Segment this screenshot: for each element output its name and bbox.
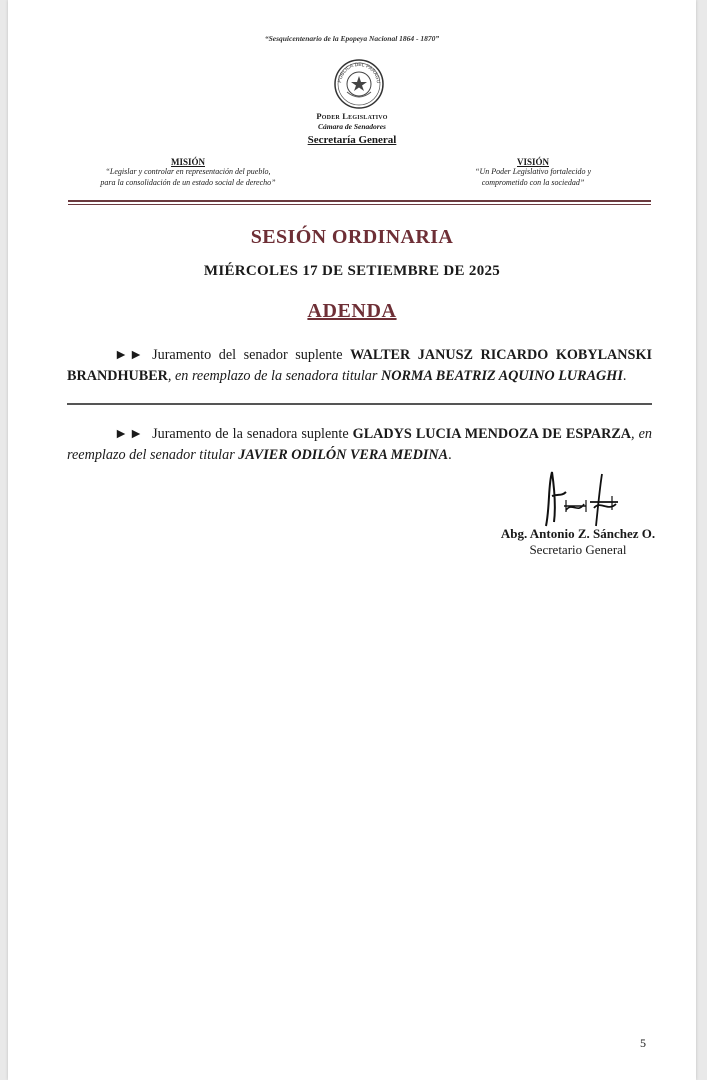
seal-icon <box>333 58 385 110</box>
section-title: ADENDA <box>307 300 397 322</box>
mision-line-2: para la consolidación de un estado social de derecho” <box>100 177 276 187</box>
mision-block <box>68 157 308 188</box>
agenda-item <box>67 424 652 466</box>
mision-line-1: “Legislar y controlar en representación del pueblo, <box>105 167 271 176</box>
item-text: Juramento del senador suplente <box>152 347 343 363</box>
titular-senator-name: NORMA BEATRIZ AQUINO LURAGHI <box>380 368 623 384</box>
vision-line-2: comprometido con la sociedad” <box>481 177 585 187</box>
double-arrow-icon: ►► <box>114 347 145 363</box>
page-number: 5 <box>640 1036 646 1050</box>
vision-title: VISIÓN <box>516 157 549 167</box>
titular-senator-name: JAVIER ODILÓN VERA MEDINA <box>238 447 449 463</box>
document-page <box>8 0 696 1080</box>
signatory-title: Secretario General <box>529 542 627 557</box>
signature-image <box>526 466 626 530</box>
agenda-item <box>67 345 652 387</box>
header-rule-thick <box>68 200 651 202</box>
session-title: SESIÓN ORDINARIA <box>250 226 454 248</box>
seal-text: PÚBLICA DEL PARAGU <box>337 61 382 84</box>
item-end: . <box>448 447 452 463</box>
item-text-replacement: , en reemplazo de la senadora titular <box>167 368 378 384</box>
session-date: MIÉRCOLES 17 DE SETIEMBRE DE 2025 <box>203 263 501 279</box>
item-divider <box>67 403 652 405</box>
double-arrow-icon: ►► <box>114 426 145 442</box>
office-name: Secretaría General <box>307 134 397 146</box>
alternate-senator-name: GLADYS LUCIA MENDOZA DE ESPARZA <box>352 426 632 442</box>
signatory-name: Abg. Antonio Z. Sánchez O. <box>500 526 656 541</box>
item-end: . <box>622 368 627 384</box>
header-motto: “Sesquicentenario de la Epopeya Nacional 1864 - 1870” <box>264 34 440 43</box>
alternate-senator-name: WALTER JANUSZ RICARDO KOBYLANSKI BRANDHUBER <box>67 347 652 384</box>
vision-line-1: “Un Poder Legislativo fortalecido y <box>475 167 591 176</box>
item-text-replacement: , en reemplazo del senador titular <box>67 426 652 463</box>
institution-name: Poder Legislativo <box>316 111 388 121</box>
header-rule-thin <box>68 204 651 205</box>
chamber-name: Cámara de Senadores <box>318 122 386 131</box>
vision-block <box>418 157 648 188</box>
item-text: Juramento de la senadora suplente <box>152 426 349 442</box>
mision-title: MISIÓN <box>170 157 205 167</box>
